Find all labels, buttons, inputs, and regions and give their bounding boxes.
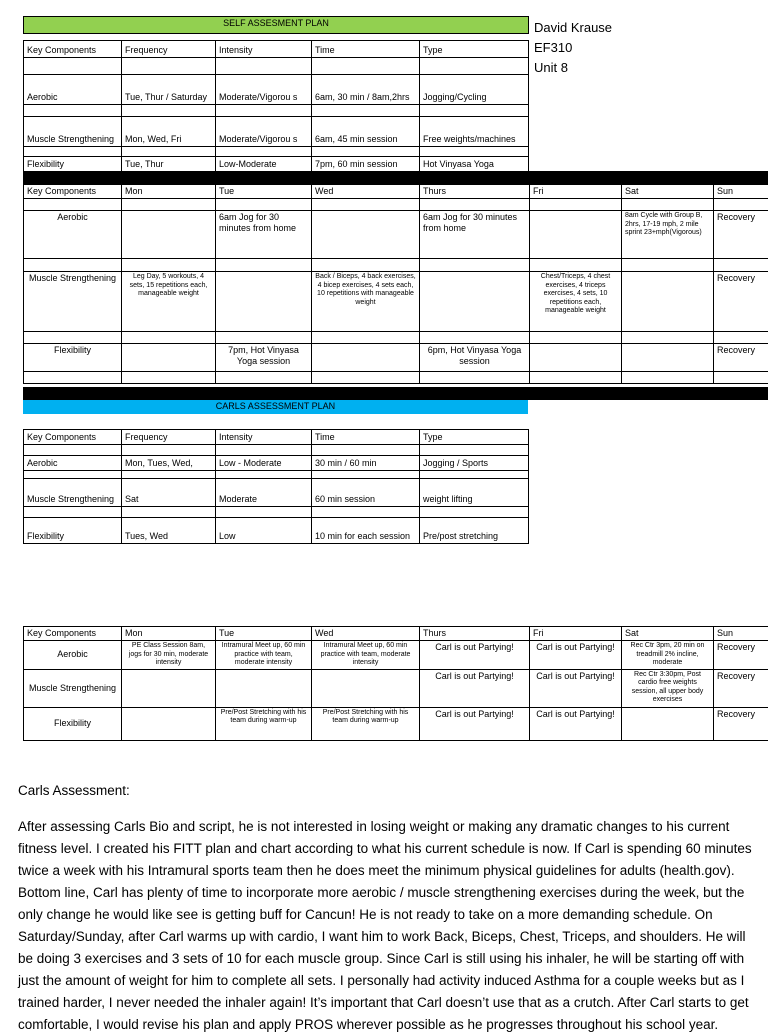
table-cell: 30 min / 60 min — [312, 456, 420, 471]
table-cell: Recovery — [714, 669, 768, 707]
header-cell: Frequency — [122, 430, 216, 445]
header-cell: Type — [420, 41, 529, 58]
table-cell: 10 min for each session — [312, 518, 420, 544]
header-cell: Mon — [122, 185, 216, 199]
table-cell: Carl is out Partying! — [420, 707, 530, 740]
table-cell: Free weights/machines — [420, 117, 529, 147]
header-cell: Intensity — [216, 41, 312, 58]
table-cell: Recovery — [714, 707, 768, 740]
table-cell: Moderate — [216, 479, 312, 507]
carl-weekly-table — [23, 626, 768, 741]
table-cell: 7pm, Hot Vinyasa Yoga session — [216, 344, 312, 372]
table-cell: 6am Jog for 30 minutes from home — [420, 211, 530, 259]
black-divider — [23, 171, 768, 184]
header-cell: Key Components — [24, 41, 122, 58]
table-cell: Carl is out Partying! — [530, 669, 622, 707]
self-fitt-table — [23, 40, 529, 172]
table-cell: Recovery — [714, 641, 768, 670]
course-code: EF310 — [534, 38, 572, 58]
table-cell: Jogging/Cycling — [420, 75, 529, 105]
essay-heading: Carls Assessment: — [18, 780, 758, 802]
row-label-flexibility: Flexibility — [24, 707, 122, 740]
header-cell: Time — [312, 430, 420, 445]
header-cell: Key Components — [24, 185, 122, 199]
table-cell: Moderate/Vigorou s — [216, 75, 312, 105]
table-cell: PE Class Session 8am, jogs for 30 min, moderate intensity — [122, 641, 216, 670]
table-cell: Intramural Meet up, 60 min practice with team, moderate intensity — [312, 641, 420, 670]
unit-label: Unit 8 — [534, 58, 568, 78]
table-cell: 6am, 45 min session — [312, 117, 420, 147]
row-label: Muscle Strengthening — [24, 117, 122, 147]
header-cell: Frequency — [122, 41, 216, 58]
row-label-flexibility: Flexibility — [24, 344, 122, 372]
self-plan-title: SELF ASSESMENT PLAN — [223, 18, 329, 28]
self-weekly-table — [23, 184, 768, 384]
table-cell: Tues, Wed — [122, 518, 216, 544]
table-cell: Mon, Wed, Fri — [122, 117, 216, 147]
header-cell: Fri — [530, 185, 622, 199]
table-cell: 60 min session — [312, 479, 420, 507]
header-cell: Key Components — [24, 627, 122, 641]
header-cell: Key Components — [24, 430, 122, 445]
table-cell: Carl is out Partying! — [420, 641, 530, 670]
student-name: David Krause — [534, 18, 612, 38]
carl-plan-title-bar — [23, 400, 528, 414]
table-cell: Pre/post stretching — [420, 518, 529, 544]
carl-fitt-table — [23, 429, 529, 544]
row-label: Muscle Strengthening — [24, 479, 122, 507]
table-cell: Carl is out Partying! — [530, 707, 622, 740]
table-cell: 6pm, Hot Vinyasa Yoga session — [420, 344, 530, 372]
table-cell: Hot Vinyasa Yoga — [420, 157, 529, 172]
header-cell: Wed — [312, 627, 420, 641]
header-cell: Sun — [714, 185, 768, 199]
header-cell: Wed — [312, 185, 420, 199]
header-cell: Time — [312, 41, 420, 58]
table-cell: 6am, 30 min / 8am,2hrs — [312, 75, 420, 105]
table-cell: Jogging / Sports — [420, 456, 529, 471]
table-cell: 6am Jog for 30 minutes from home — [216, 211, 312, 259]
row-label-aerobic: Aerobic — [24, 211, 122, 259]
table-cell: weight lifting — [420, 479, 529, 507]
header-cell: Fri — [530, 627, 622, 641]
row-label: Aerobic — [24, 456, 122, 471]
carl-plan-title: CARLS ASSESSMENT PLAN — [216, 401, 335, 411]
table-cell: Low — [216, 518, 312, 544]
row-label-muscle: Muscle Strengthening — [24, 272, 122, 332]
row-label-aerobic: Aerobic — [24, 641, 122, 670]
table-cell: Recovery — [714, 344, 768, 372]
table-cell: 7pm, 60 min session — [312, 157, 420, 172]
table-cell: Tue, Thur — [122, 157, 216, 172]
header-cell: Type — [420, 430, 529, 445]
header-cell: Intensity — [216, 430, 312, 445]
table-cell: Carl is out Partying! — [530, 641, 622, 670]
table-cell: Moderate/Vigorou s — [216, 117, 312, 147]
black-divider — [23, 387, 768, 400]
header-cell: Tue — [216, 627, 312, 641]
row-label: Aerobic — [24, 75, 122, 105]
table-cell: Rec Ctr 3pm, 20 min on treadmill 2% incline, moderate — [622, 641, 714, 670]
header-cell: Sat — [622, 627, 714, 641]
row-label: Flexibility — [24, 157, 122, 172]
table-cell: Recovery — [714, 272, 768, 332]
table-cell: Pre/Post Stretching with his team during warm-up — [216, 707, 312, 740]
table-cell: Sat — [122, 479, 216, 507]
table-cell: 8am Cycle with Group B, 2hrs, 17-19 mph, 2 mile sprint 23+mph(Vigorous) — [622, 211, 714, 259]
self-plan-title-bar — [23, 16, 529, 34]
header-cell: Thurs — [420, 185, 530, 199]
table-cell: Back / Biceps, 4 back exercises, 4 bicep exercises, 4 sets each, 10 repetitions with manageable weight — [312, 272, 420, 332]
table-cell: Chest/Triceps, 4 chest exercises, 4 triceps exercises, 4 sets, 10 repetitions each, manageable weight — [530, 272, 622, 332]
header-cell: Sat — [622, 185, 714, 199]
carl-assessment-essay — [18, 780, 758, 1036]
table-cell: Pre/Post Stretching with his team during warm-up — [312, 707, 420, 740]
row-label: Flexibility — [24, 518, 122, 544]
essay-body: After assessing Carls Bio and script, he is not interested in losing weight or making any dramatic changes to his current fitness level. I created his FITT plan and chart according to what his current schedule is now. If Carl is spending 60 minutes twice a week with his Intramural sports team then he does meet the minimum physical guidelines for adults (health.gov). Bottom line, Carl has plenty of time to incorporate more aerobic / muscle strengthening exercises during the week, but the only change he would like see is getting buff for Cancun! He is not ready to take on a more demanding schedule. On Saturday/Sunday, after Carl warms up with cardio, I want him to work Back, Biceps, Chest, Triceps, and shoulders. He will be doing 3 exercises and 3 sets of 10 for each muscle group. Since Carl is still using his inhaler, he will be starting off with just the amount of weight for him to complete all sets. I personally had activity induced Asthma for a couple weeks but as I trained harder, I never needed the inhaler again! It’s important that Carl doesn’t use that as a crutch. After Carl starts to get comfortable, I would revise his plan and apply PROS wherever possible as he progresses throughout his school year. — [18, 816, 758, 1036]
table-cell: Intramural Meet up, 60 min practice with team, moderate intensity — [216, 641, 312, 670]
table-cell: Low-Moderate — [216, 157, 312, 172]
table-cell: Recovery — [714, 211, 768, 259]
table-cell: Tue, Thur / Saturday — [122, 75, 216, 105]
table-cell: Mon, Tues, Wed, — [122, 456, 216, 471]
header-cell: Sun — [714, 627, 768, 641]
table-cell: Rec Ctr 3:30pm, Post cardio free weights session, all upper body exercises — [622, 669, 714, 707]
header-cell: Mon — [122, 627, 216, 641]
header-cell: Thurs — [420, 627, 530, 641]
table-cell: Carl is out Partying! — [420, 669, 530, 707]
table-cell: Leg Day, 5 workouts, 4 sets, 15 repetitions each, manageable weight — [122, 272, 216, 332]
table-cell: Low - Moderate — [216, 456, 312, 471]
row-label-muscle: Muscle Strengthening — [24, 669, 122, 707]
header-cell: Tue — [216, 185, 312, 199]
